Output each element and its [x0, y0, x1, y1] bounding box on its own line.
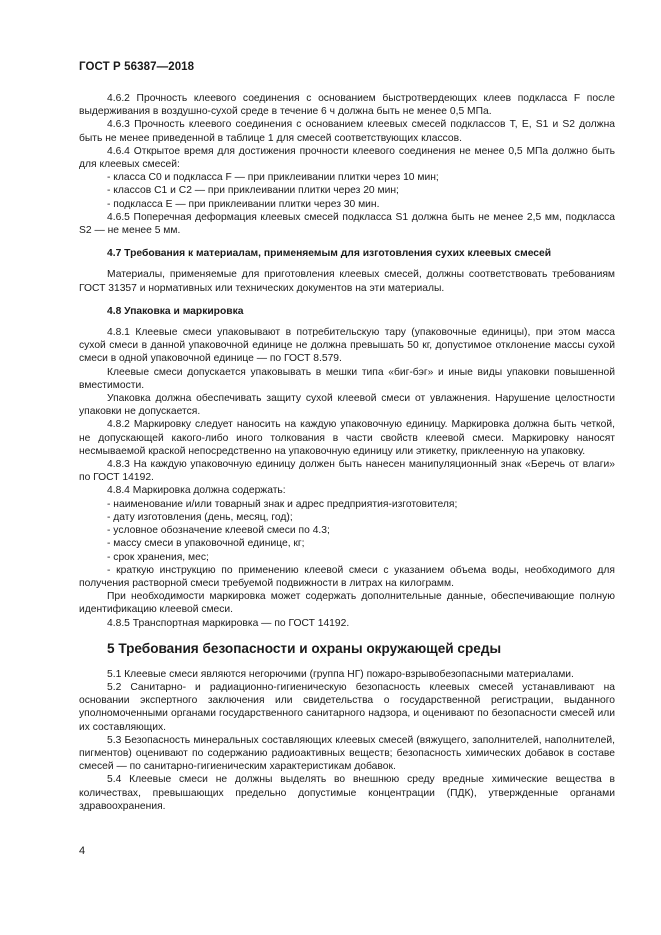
list-item: - условное обозначение клеевой смеси по 4.3; — [107, 525, 330, 537]
document-header: ГОСТ Р 56387—2018 — [79, 61, 195, 73]
paragraph-5-4: 5.4 Клеевые смеси не должны выделять во внешнюю среду вредные химические вещества в количествах, превышающих предельно допустимые концентрации (ПДК), утвержденные органами здравоохранения. — [79, 774, 615, 812]
paragraph-4-6-2: 4.6.2 Прочность клеевого соединения с основанием быстротвердеющих клеев подкласса F после выдерживания в воздушно-сухой среде в течение 6 ч должна быть не менее 0,5 МПа. — [79, 93, 615, 118]
paragraph-4-6-5: 4.6.5 Поперечная деформация клеевых смесей подкласса S1 должна быть не менее 2,5 мм, подкласса S2 — не менее 5 мм. — [79, 211, 615, 237]
list-item: - краткую инструкцию по применению клеевой смеси с указанием объема воды, необходимого для получения растворной смеси требуемой подвижности в литрах на килограмм. — [79, 564, 615, 589]
paragraph-4-6-3: 4.6.3 Прочность клеевого соединения с основанием клеевых смесей подклассов Т, Е, S1 и S2 должна быть не менее приведенной в таблице 1 для смесей соответствующих классов. — [79, 119, 615, 144]
list-item: - подкласса Е — при приклеивании плитки через 30 мин. — [107, 198, 380, 210]
paragraph-4-8-1-c: Упаковка должна обеспечивать защиту сухой клеевой смеси от увлажнения. Нарушение целостности упаковки не допускается. — [79, 393, 615, 418]
paragraph-4-8-4: 4.8.4 Маркировка должна содержать: — [107, 485, 286, 497]
list-item: - наименование и/или товарный знак и адрес предприятия-изготовителя; — [107, 498, 458, 510]
paragraph-5-1: 5.1 Клеевые смеси являются негорючими (группа НГ) пожаро-взрывобезопасными материалами. — [107, 668, 574, 680]
section-heading-4-7: 4.7 Требования к материалам, применяемым для изготовления сухих клеевых смесей — [107, 248, 552, 260]
list-item: - массу смеси в упаковочной единице, кг; — [107, 538, 305, 550]
paragraph-4-8-5: 4.8.5 Транспортная маркировка — по ГОСТ 14192. — [107, 617, 350, 629]
paragraph-4-8-2: 4.8.2 Маркировку следует наносить на каждую упаковочную единицу. Маркировка должна быть четкой, не допускающей какого-либо иного толкования в части свойств клеевой смеси. Маркировку наносят несмываемой краской непосредственно на упаковочную единицу или этикетку, приклеенную на упаковку. — [79, 419, 615, 457]
paragraph-5-3: 5.3 Безопасность минеральных составляющих клеевых смесей (вяжущего, заполнителей, наполнителей, пигментов) оценивают по содержанию радиоактивных веществ; безопасность химических добавок в составе смесей — по санитарно-гигиеническим характеристикам добавок. — [79, 734, 615, 773]
page-number: 4 — [79, 845, 86, 857]
list-item: - классов С1 и С2 — при приклеивании плитки через 20 мин; — [107, 185, 399, 197]
paragraph-4-8-1-b: Клеевые смеси допускается упаковывать в мешки типа «биг-бэг» и иные виды упаковки повышенной вместимости. — [79, 366, 615, 391]
paragraph-4-8-3: 4.8.3 На каждую упаковочную единицу должен быть нанесен манипуляционный знак «Беречь от влаги» по ГОСТ 14192. — [79, 459, 615, 484]
section-heading-4-8: 4.8 Упаковка и маркировка — [107, 305, 244, 317]
section-heading-5: 5 Требования безопасности и охраны окружающей среды — [107, 640, 502, 656]
document-body — [79, 92, 615, 813]
paragraph-4-7: Материалы, применяемые для приготовления клеевых смесей, должны соответствовать требованиям ГОСТ 31357 и нормативных или технических документов на эти материалы. — [79, 269, 615, 294]
list-item: - срок хранения, мес; — [107, 551, 209, 563]
list-item: - класса С0 и подкласса F — при приклеивании плитки через 10 мин; — [107, 172, 439, 184]
paragraph-5-2: 5.2 Санитарно- и радиационно-гигиеническую безопасность клеевых смесей устанавливают на основании экспертного заключения или свидетельства о государственной регистрации, выданного уполномоченными органами государственного санитарного надзора, и оценивают по безопасности смесей или их составляющих. — [79, 681, 615, 733]
paragraph-4-6-4: 4.6.4 Открытое время для достижения прочности клеевого соединения не менее 0,5 МПа должно быть для клеевых смесей: — [79, 145, 615, 171]
paragraph-4-8-4-g: При необходимости маркировка может содержать дополнительные данные, обеспечивающие полную идентификацию клеевой смеси. — [79, 591, 615, 616]
list-item: - дату изготовления (день, месяц, год); — [107, 511, 293, 523]
paragraph-4-8-1: 4.8.1 Клеевые смеси упаковывают в потребительскую тару (упаковочные единицы), при этом масса сухой смеси в данной упаковочной единице не должна превышать 50 кг, допустимое отклонение массы сухой смеси в одной упаковочной единице — по ГОСТ 8.579. — [79, 327, 615, 365]
